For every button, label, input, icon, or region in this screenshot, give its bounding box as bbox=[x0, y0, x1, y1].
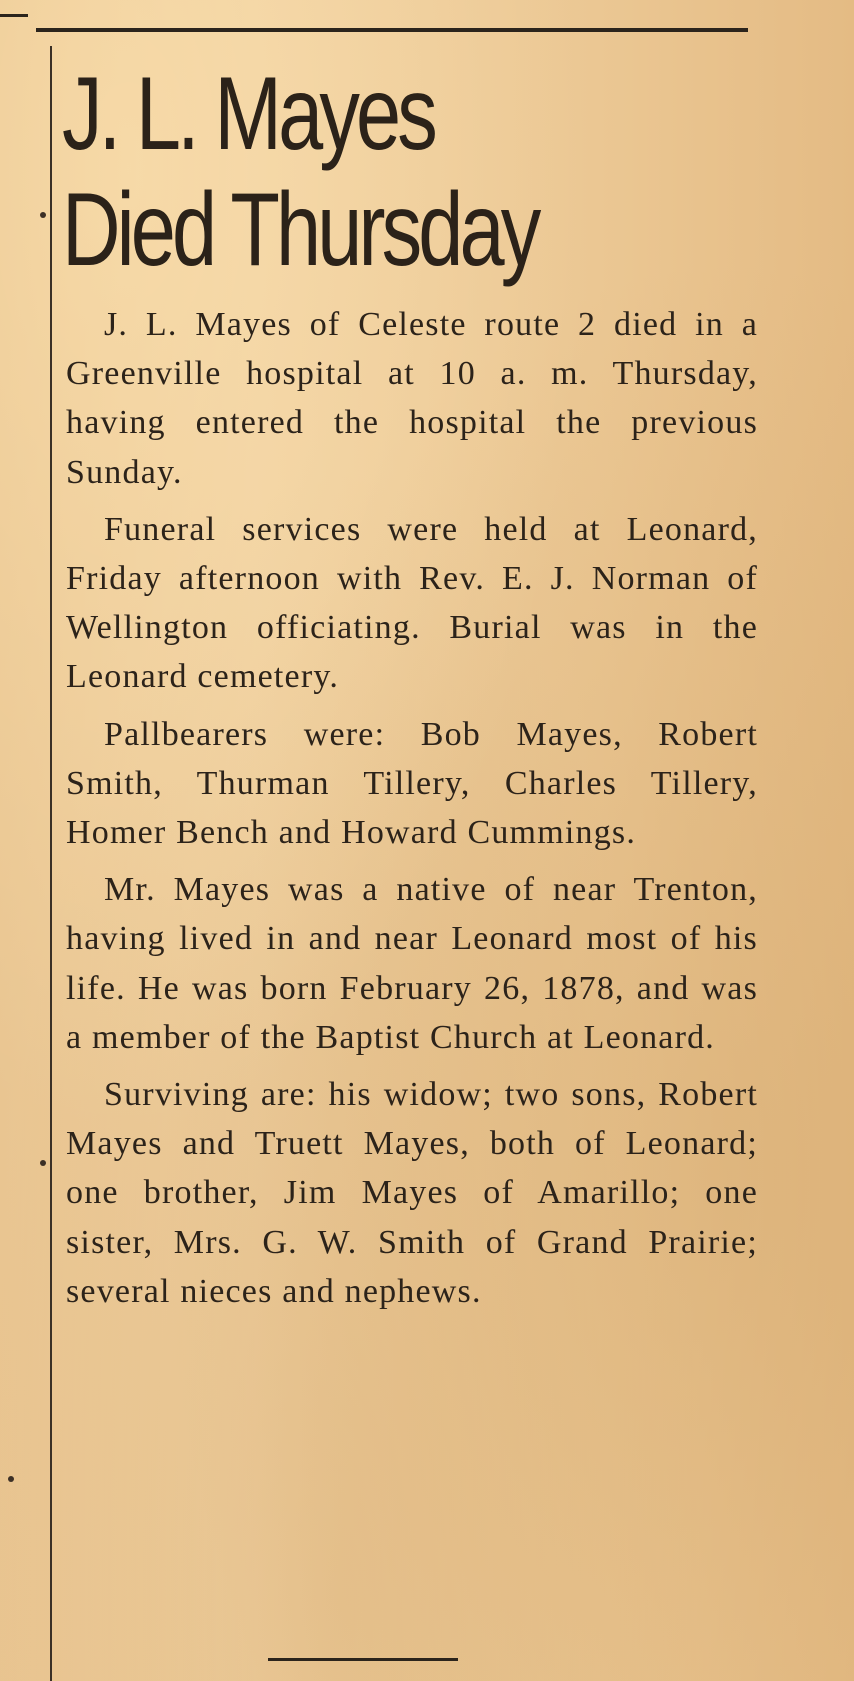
margin-dot bbox=[8, 1476, 14, 1482]
left-column-rule bbox=[50, 46, 52, 1681]
obituary-headline bbox=[62, 56, 592, 288]
margin-dot bbox=[40, 1160, 46, 1166]
bottom-divider-rule bbox=[268, 1658, 458, 1661]
headline-line-2: Died Thursday bbox=[62, 172, 538, 288]
margin-dot bbox=[40, 212, 46, 218]
article-paragraph-death: J. L. Mayes of Celeste route 2 died in a Greenville hospital at 10 a. m. Thursday, having entered the hospital the previous Sunday. bbox=[66, 306, 758, 491]
headline-line-1: J. L. Mayes bbox=[62, 56, 434, 172]
article-paragraph-pallbearers: Pallbearers were: Bob Mayes, Robert Smith, Thurman Tillery, Charles Tillery, Homer Bench and Howard Cummings. bbox=[66, 715, 758, 852]
article-paragraph-funeral: Funeral services were held at Leonard, Friday afternoon with Rev. E. J. Norman of Wellington officiating. Burial was in the Leonard cemetery. bbox=[66, 510, 758, 696]
top-rule-stub bbox=[0, 14, 28, 17]
obituary-article bbox=[66, 300, 758, 1324]
top-column-rule bbox=[36, 28, 748, 32]
article-paragraph-biography: Mr. Mayes was a native of near Trenton, having lived in and near Leonard most of his life. He was born February 26, 1878, and was a member of the Baptist Church at Leonard. bbox=[66, 871, 758, 1056]
article-paragraph-survivors: Surviving are: his widow; two sons, Robert Mayes and Truett Mayes, both of Leonard; one brother, Jim Mayes of Amarillo; one sister, Mrs. G. W. Smith of Grand Prairie; several nieces and nephews. bbox=[66, 1076, 758, 1310]
